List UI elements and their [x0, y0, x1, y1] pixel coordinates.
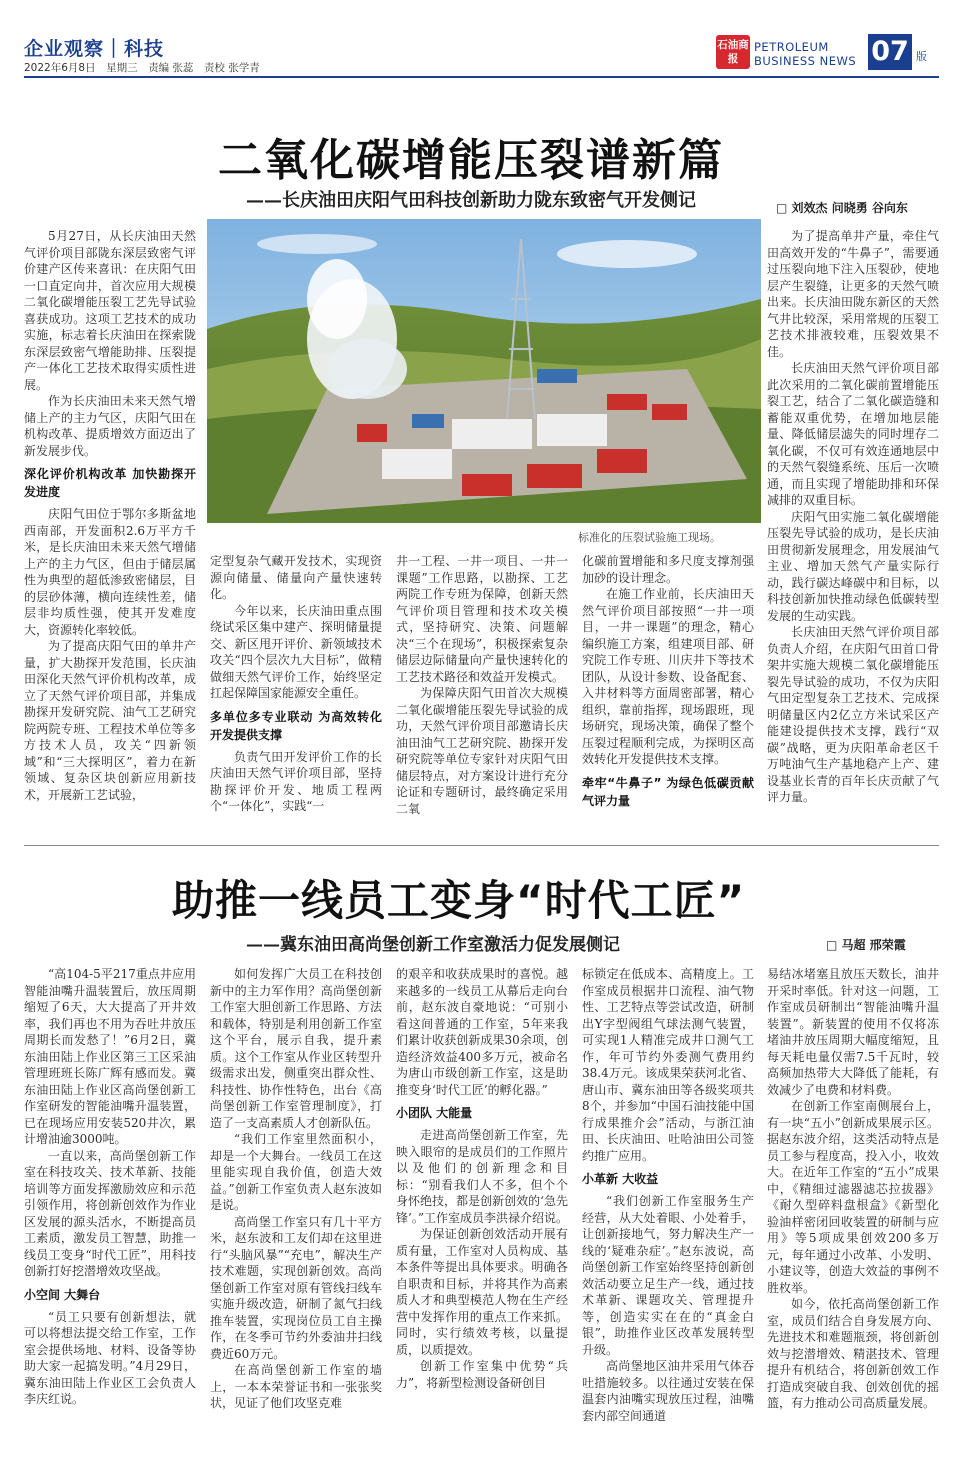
- body-paragraph: 为保障庆阳气田首次大规模二氧化碳增能压裂先导试验的成功，天然气评价项目部邀请长庆油田油气工艺研究院、勘探开发研究院等单位专家针对庆阳气田储层特点，对方案设计进行充分论证和专题研讨，最终确定采用二氧: [396, 686, 568, 816]
- article1-column-1: [24, 228, 196, 833]
- article2-column-1: [24, 966, 196, 1462]
- body-paragraph: 一直以来，高尚堡创新工作室在科技攻关、技术革新、技能培训等方面发挥激励效应和示范引领作用，将创新创效作为作业区发展的源头活水，不断提高员工素质，激发员工智慧，助推一线员工变身“时代工匠”，用科技创新打好挖潜增效攻坚战。: [24, 1148, 196, 1278]
- article2-title: 助推一线员工变身“时代工匠”: [172, 876, 746, 925]
- article1-column-3: [396, 553, 568, 833]
- date-line: 2022年6月8日 星期三 责编 张蕊 责校 张学青: [24, 62, 260, 74]
- header-rule: [24, 76, 939, 78]
- body-paragraph: “高104-5平217重点井应用智能油嘴升温装置后，放压周期缩短了6天，大大提高了开井效率，我们再也不用为吞吐井放压周期长而发愁了！”6月2日，冀东油田陆上作业区第三工区采油管理班班长陈广辉有感而发。冀东油田陆上作业区高尚堡创新工作室研发的智能油嘴升温装置，已在现场应用安装520井次，累计增油逾3000吨。: [24, 967, 196, 1146]
- body-paragraph: 5月27日，从长庆油田天然气评价项目部陇东深层致密气评价建产区传来喜讯：在庆阳气田一口直定向井，首次应用大规模二氧化碳增能压裂工艺先导试验喜获成功。这项工艺技术的成功实施，标志着长庆油田在探索陇东深层致密气增能助排、压裂提产一体化工艺技术取得实质性进展。: [24, 229, 196, 392]
- body-paragraph: 庆阳气田位于鄂尔多斯盆地西南部，开发面积2.6万平方千米，是长庆油田未来天然气增储上产的主力气区，但由于储层属性为典型的超低渗致密储层，目的层砂体薄，横向连续性差，储层非均质性强，使其开发难度大，资源转化率较低。: [24, 507, 196, 637]
- body-paragraph: 为了提高庆阳气田的单井产量，扩大勘探开发范围，长庆油田深化天然气评价机构改革，成立了天然气评价项目部，并集成勘探开发研究院、油气工艺研究院两院专班、工程技术单位等多方技术人员，攻关“四新领域”和“三大探明区”，着力在新领域、复杂区块创新应用新技术，开展新工艺试验，: [24, 639, 196, 802]
- article2-subtitle: ——冀东油田高尚堡创新工作室激活力促发展侧记: [246, 935, 620, 955]
- page-header: [0, 0, 959, 78]
- section-heading: 小团队 大能量: [396, 1106, 473, 1120]
- photo-caption: 标准化的压裂试验施工现场。: [578, 531, 721, 544]
- article2-byline: □ 马超 邢荣霞: [826, 938, 906, 952]
- newspaper-logo: 石油商报: [716, 35, 750, 69]
- fracturing-site-illustration: [207, 219, 761, 523]
- body-paragraph: “员工只要有创新想法，就可以将想法提交给工作室，工作室会提供场地、材料、设备等协助大家一起搞发明。”4月29日，冀东油田陆上作业区工会负责人李庆红说。: [24, 1309, 196, 1406]
- body-paragraph: 在施工作业前，长庆油田天然气评价项目部按照“一井一项目，一井一课题”的理念，精心编织施工方案，组建项目部、研究院工作专班、川庆井下等技术团队，从设计参数、设备配套、入井材料等方面周密部署，精心组织，靠前指挥，现场跟班，现场研究，现场决策，确保了整个压裂过程顺利完成，为探明区高效转化开发提供技术支撑。: [582, 587, 754, 766]
- body-paragraph: “我们创新工作室服务生产经营，从大处着眼、小处着手，让创新接地气，努力解决生产一线的‘疑难杂症’。”赵东波说，高尚堡创新工作室始终坚持创新创效活动要立足生产一线，通过技术革新、课题攻关、管理提升等，创造实实在在的“真金白银”，助推作业区改革发展转型升级。: [582, 1194, 754, 1357]
- article1-column-4: [582, 553, 754, 833]
- fracturing-site-photo: [207, 219, 761, 523]
- section-heading: 小空间 大舞台: [24, 1287, 101, 1302]
- paper-name-line1: PETROLEUM: [754, 40, 829, 54]
- body-paragraph: 负责气田开发评价工作的长庆油田天然气评价项目部，坚持勘探评价开发、地质工程两个“一体化”，实践“一: [210, 749, 382, 813]
- body-paragraph: 为保证创新创效活动开展有质有量，工作室对人员构成、基本条件等提出具体要求。明确各自职责和目标，并将其作为高素质人才和典型模范人物在生产经营中发挥作用的重点工作来抓。同时，实行绩效考核，以量提质，以质提效。: [396, 1227, 568, 1357]
- body-paragraph: 长庆油田天然气评价项目部此次采用的二氧化碳前置增能压裂工艺，结合了二氧化碳造缝和蓄能双重优势，在增加地层能量、降低储层滤失的同时埋存二氧化碳，不仅可有效连通地层中的天然气裂缝系统、压后一次喷通，而且实现了增能助排和环保减排的双重目标。: [767, 361, 939, 507]
- article1-subtitle: ——长庆油田庆阳气田科技创新助力陇东致密气开发侧记: [246, 190, 696, 211]
- section-heading: 多单位多专业联动 为高效转化开发提供支撑: [210, 709, 382, 742]
- paper-name-line2: BUSINESS NEWS: [754, 54, 857, 68]
- body-paragraph: 标锁定在低成本、高精度上。工作室成员根据井口流程、油气物性、工艺特点等尝试改造，研制出Y字型阀组气球法测气装置，可实现1人精准完成井口测气工作，年可节约外委测气费用约38.4万元。该成果荣获河北省、唐山市、冀东油田等各级奖项共8个，并参加“中国石油技能中国行成果推介会”活动，与浙江油田、长庆油田、吐哈油田公司签约推广应用。: [582, 967, 754, 1163]
- body-paragraph: 如今，依托高尚堡创新工作室，成员们结合自身发展方向、先进技术和难题瓶颈，将创新创效与挖潜增效、精湛技术、管理提升有机结合，将创新创效工作打造成突破自我、创效创优的摇篮，有力推动公司高质量发展。: [767, 1297, 939, 1410]
- body-paragraph: 作为长庆油田未来天然气增储上产的主力气区，庆阳气田在机构改革、提质增效方面迈出了新发展步伐。: [24, 394, 196, 458]
- body-paragraph: 高尚堡工作室只有几十平方米，赵东波和工友们却在这里进行“头脑风暴”“充电”，解决生产技术难题，实现创新创效。高尚堡创新工作室对原有管线扫线车实施升级改造，研制了氮气扫线推车装置，实现岗位员工自主操作，在冬季可节约外委油井扫线费近60万元。: [210, 1214, 382, 1361]
- article1-title: 二氧化碳增能压裂谱新篇: [218, 135, 724, 186]
- article2-column-2: [210, 966, 382, 1462]
- body-paragraph: 的艰辛和收获成果时的喜悦。越来越多的一线员工从幕后走向台前，赵东波自豪地说：“可别小看这间普通的工作室，5年来我们累计收获创新成果30余项，创造经济效益400多万元，被命名为唐山市级创新工作室，这是助推变身‘时代工匠’的孵化器。”: [396, 967, 568, 1097]
- body-paragraph: 为了提高单井产量，牵住气田高效开发的“牛鼻子”，需要通过压裂向地下注入压裂砂，使地层产生裂缝，让更多的天然气喷出来。长庆油田陇东新区的天然气井比较深，采用常规的压裂工艺技术排液较难，压裂效果不佳。: [767, 229, 939, 359]
- body-paragraph: 如何发挥广大员工在科技创新中的主力军作用？高尚堡创新工作室大胆创新工作思路、方法和载体，特别是利用创新工作室这个平台，展示自我，提升素质。这个工作室从作业区转型升级需求出发，侧重突出群众性、科技性、协作性特色，出台《高尚堡创新工作室管理制度》，打造了一支高素质人才创新队伍。: [210, 967, 382, 1130]
- section-heading: 小革新 大收益: [582, 1172, 659, 1186]
- paper-name: [754, 40, 856, 68]
- body-paragraph: 易结冰堵塞且放压天数长，油井开采时率低。针对这一问题，工作室成员研制出“智能油嘴升温装置”。新装置的使用不仅将冻堵油井放压周期大幅度缩短，且每天耗电量仅需7.5千瓦时，较高频加热带大大降低了能耗，有效减少了电费和材料费。: [767, 967, 939, 1097]
- body-paragraph: 庆阳气田实施二氧化碳增能压裂先导试验的成功，是长庆油田贯彻新发展理念，用发展油气主业、增加天然气产量实际行动，践行碳达峰碳中和目标，以科技创新加快推动绿色低碳转型发展的生动实践。: [767, 509, 939, 623]
- body-paragraph: 井一工程、一井一项目、一井一课题”工作思路，以勘探、工艺两院工作专班为保障，创新天然气评价项目管理和技术攻关模式，坚持研究、决策、问题解决“三个在现场”，积极探索复杂储层边际储量向产量快速转化的工艺技术路径和效益开发模式。: [396, 554, 568, 684]
- body-paragraph: 长庆油田天然气评价项目部负责人介绍，在庆阳气田首口骨架井实施大规模二氧化碳增能压裂先导试验的成功，不仅为庆阳气田定型复杂工艺技术、完成探明储量区内2亿立方米试采区产能建设提供技术支撑，践行“双碳”战略，更为庆阳革命老区千万吨油气生产基地稳产上产、建设基业长青的百年长庆贡献了气评力量。: [767, 625, 939, 804]
- body-paragraph: 定型复杂气藏开发技术，实现资源向储量、储量向产量快速转化。: [210, 554, 382, 601]
- body-paragraph: 创新工作室集中优势“兵力”，将新型检测设备研创目: [396, 1359, 568, 1390]
- article1-byline: □ 刘效杰 问晓勇 谷向东: [776, 201, 908, 215]
- section-heading: 深化评价机构改革 加快勘探开发进度: [24, 467, 196, 499]
- section-title: 企业观察｜科技: [24, 38, 165, 60]
- article2-column-5: [767, 966, 939, 1462]
- page-label: 版: [916, 50, 927, 63]
- article1-column-2: [210, 553, 382, 833]
- body-paragraph: 在高尚堡创新工作室的墙上，一本本荣誉证书和一张张奖状，见证了他们攻坚克难: [210, 1363, 382, 1410]
- body-paragraph: 在创新工作室南侧展台上，有一块“五小”创新成果展示区。据赵东波介绍，这类活动特点是员工参与程度高，投入小，收效大。在近年工作室的“五小”成果中，《精细过滤器滤芯拉拔器》《耐久型碎料盘根盒》《新型化验油样密闭回收装置的研制与应用》等5项成果创效200多万元，每年通过小改革、小发明、小建议等，创造大效益的事例不胜枚举。: [767, 1099, 939, 1295]
- body-paragraph: 化碳前置增能和多尺度支撑剂强加砂的设计理念。: [582, 554, 754, 585]
- body-paragraph: 走进高尚堡创新工作室，先映入眼帘的是成员们的工作照片以及他们的创新理念和目标：“别看我们人不多，但个个身怀绝技，都是创新创效的‘急先锋’。”工作室成员李洪禄介绍说。: [396, 1128, 568, 1225]
- article2-column-4: [582, 966, 754, 1462]
- body-paragraph: “我们工作室里然面积小，却是一个大舞台。一线员工在这里能实现自我价值，创造大效益。”创新工作室负责人赵东波如是说。: [210, 1132, 382, 1212]
- article2-column-3: [396, 966, 568, 1462]
- section-heading: 牵牢“牛鼻子” 为绿色低碳贡献气评力量: [582, 775, 754, 808]
- article1-column-5: [767, 228, 939, 833]
- article-divider: [24, 845, 939, 846]
- body-paragraph: 今年以来，长庆油田重点围绕试采区集中建产、探明储量提交、新区甩开评价、新领域技术攻关“四个层次九大目标”，做精做细天然气评价工作，始终坚定扛起保障国家能源安全重任。: [210, 603, 382, 700]
- body-paragraph: 高尚堡地区油井采用气体吞吐措施较多。以往通过安装在保温套内油嘴实现放压过程，油嘴套内部空间通道: [582, 1359, 754, 1423]
- page-number: 07: [868, 34, 912, 70]
